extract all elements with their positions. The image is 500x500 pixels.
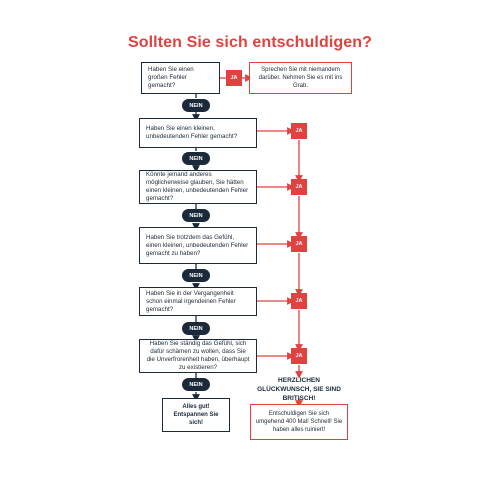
congrats-text: HERZLICHEN GLÜCKWUNSCH, SIE SIND BRITISCH!	[257, 377, 341, 402]
no-label: NEIN	[182, 322, 210, 335]
yes-label: JA	[291, 123, 307, 139]
question-1-box: Haben Sie einen großen Fehler gemacht?	[141, 62, 220, 94]
no-result-box: Alles gut! Entspannen Sie sich!	[162, 398, 230, 432]
first-yes-result: Sprechen Sie mit niemandem darüber. Nehmen Sie es mit ins Grab.	[249, 62, 352, 94]
yes-result-box: Entschuldigen Sie sich umgehend 400 Mal! Schnell! Sie haben alles ruiniert!	[250, 404, 348, 440]
yes-label: JA	[291, 348, 307, 364]
no-label: NEIN	[182, 209, 210, 222]
no-label: NEIN	[182, 99, 210, 112]
no-label: NEIN	[182, 378, 210, 391]
question-6-box: Haben Sie ständig das Gefühl, sich dafür schämen zu wollen, dass Sie die Unverfrorenheit haben, überhaupt zu existieren?	[139, 339, 257, 373]
no-label: NEIN	[182, 152, 210, 165]
chart-title: Sollten Sie sich entschuldigen?	[127, 34, 373, 51]
yes-label: JA	[291, 293, 307, 309]
question-4-box: Haben Sie trotzdem das Gefühl, einen kleinen, unbedeutenden Fehler gemacht zu haben?	[139, 227, 257, 264]
question-3-box: Könnte jemand anderes möglicherweise glauben, Sie hätten einen kleinen, unbedeutenden Fehler gemacht?	[139, 170, 257, 204]
yes-label: JA	[291, 179, 307, 195]
yes-label: JA	[291, 236, 307, 252]
yes-label: JA	[226, 70, 242, 86]
question-2-box: Haben Sie einen kleinen, unbedeutenden Fehler gemacht?	[139, 118, 257, 148]
question-5-box: Haben Sie in der Vergangenheit schon einmal irgendeinen Fehler gemacht?	[139, 287, 257, 316]
no-label: NEIN	[182, 269, 210, 282]
